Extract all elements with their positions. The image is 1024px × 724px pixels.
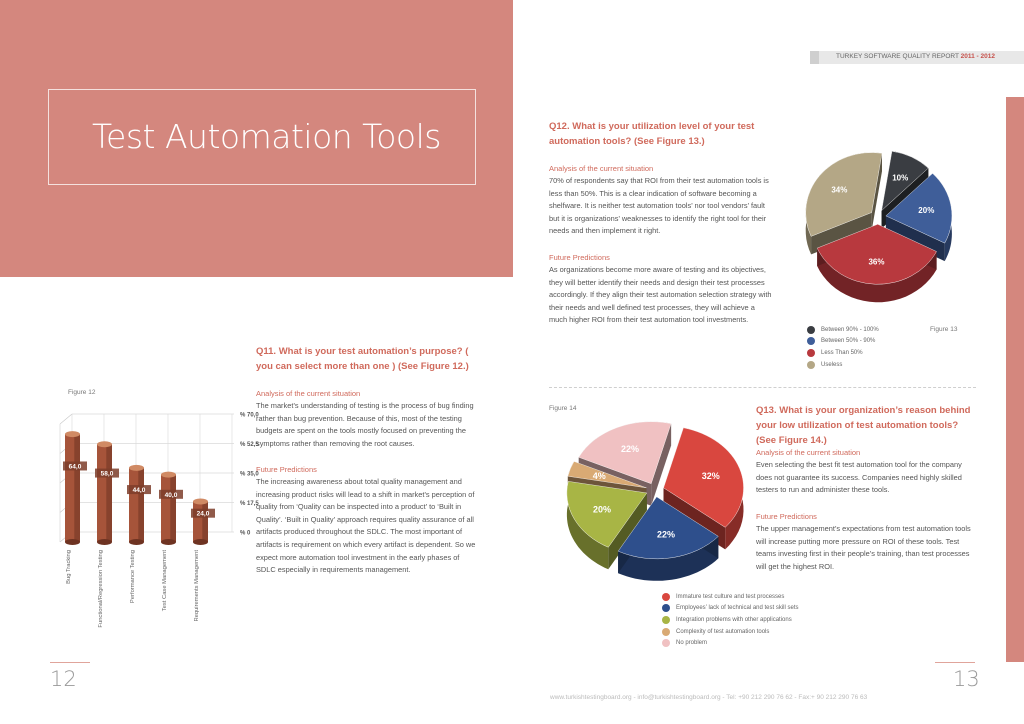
page-rule-right [935,662,975,663]
category-label: Performance Testing [130,550,136,604]
legend-label: Complexity of test automation tools [676,628,770,635]
legend-swatch [662,616,670,624]
pie-chart-figure-14 [545,405,750,595]
bar-shade [202,502,208,542]
report-header-tick [810,51,819,64]
bar-top [65,431,80,437]
legend-item [662,637,799,649]
q13-future-heading: Future Predictions [756,512,817,521]
y-tick-label: % 35,0 [240,471,259,478]
bar-top [161,472,176,478]
category-label: Requirements Management [194,550,200,622]
category-label: Functional/Regression Testing [98,550,104,628]
figure-13-legend [807,324,879,370]
legend-label: Employees’ lack of technical and test skill sets [676,605,799,612]
legend-label: Less Than 50% [821,349,863,356]
bar-shade [138,468,144,542]
legend-swatch [662,593,670,601]
report-header [836,53,995,60]
legend-swatch [662,628,670,636]
q11-future-heading: Future Predictions [256,465,317,474]
category-label: Bug Tracking [66,550,72,584]
q13-analysis-heading: Analysis of the current situation [756,448,861,457]
legend-item [662,614,799,626]
y-tick-label: % 0 [240,530,251,537]
y-tick-label: % 17,5 [240,501,259,507]
page-title: Test Automation Tools [92,117,441,156]
legend-item [807,336,879,348]
pie-slice-label: 4% [592,470,606,481]
pie-slice-label: 20% [592,504,611,515]
bar-base [129,539,144,545]
pie-slice-label: 34% [831,185,848,195]
value-label: 44,0 [132,487,146,495]
legend-label: Useless [821,361,843,368]
bar-shade [170,475,176,542]
pie-slice-label: 20% [918,206,935,216]
q12-future-heading: Future Predictions [549,253,610,262]
legend-label: Between 90% - 100% [821,326,879,333]
page-number-left: 12 [50,667,77,691]
pie-chart-figure-13 [790,135,960,320]
section-divider [549,387,976,388]
q12-title: Q12. What is your utilization level of your test automation tools? (See Figure 13.) [549,121,755,147]
figure-13-label: Figure 13 [930,326,958,333]
pie-slice-label: 36% [868,257,885,267]
value-label: 40,0 [164,491,178,499]
bar-shade [106,444,112,542]
bar-top [193,499,208,505]
bar-chart-figure-12 [0,380,259,630]
legend-swatch [807,337,815,345]
page-number-right: 13 [953,667,980,691]
bar-top [97,441,112,447]
page-rule-left [50,662,90,663]
q11-future-text: The increasing awareness about total quality management and increasing product risks will lead to a shift in market’s perception of quality from ‘Quality can be inspected into a product’ to ‘Built in Quality’. ‘Built in Quality’ approach requires quality assurance of all artifacts produced throughout the SDLC. The most important of artifacts is requirement on which every artifact is dependent. So we expect more automation tool investment in the early phases of SDLC especially in requirements management. [256,477,476,575]
pie-slice-label: 22% [621,443,640,454]
pie-slice-label: 10% [892,173,909,183]
q12-analysis-heading: Analysis of the current situation [549,164,654,173]
legend-item [807,359,879,371]
q11-title: Q11. What is your test automation’s purpose? ( you can select more than one ) (See Figure 12.) [256,346,469,372]
bar-base [161,539,176,545]
legend-item [662,603,799,615]
legend-label: Integration problems with other applications [676,616,792,623]
q13-analysis-text: Even selecting the best fit test automation tool for the company does not guarantee its success. Companies need highly skilled testers to run and administer these tools. [756,460,962,495]
value-label: 64,0 [68,463,82,471]
report-title: TURKEY SOFTWARE QUALITY REPORT [836,53,959,60]
figure-14-legend [662,591,799,649]
legend-item [662,591,799,603]
value-label: 58,0 [100,470,114,478]
legend-item [662,626,799,638]
y-tick-label: % 70,0 [240,412,259,419]
legend-swatch [662,639,670,647]
pie-slice-label: 32% [701,470,720,481]
gridline-depth [60,414,72,424]
bar-base [193,539,208,545]
q13-future-text: The upper management’s expectations from test automation tools will increase putting more pressure on ROI of these tools. Test teams investing first in their people’s training, than test processes will get the highest ROI. [756,524,971,571]
figure-14-label: Figure 14 [549,405,577,412]
legend-item [807,347,879,359]
q11-analysis-heading: Analysis of the current situation [256,389,361,398]
bar-base [65,539,80,545]
bar-base [97,539,112,545]
page-edge-strip [1006,97,1024,662]
legend-swatch [807,349,815,357]
legend-label: Between 50% - 90% [821,338,876,345]
legend-swatch [662,604,670,612]
legend-swatch [807,326,815,334]
q12-analysis-text: 70% of respondents say that ROI from their test automation tools is less than 50%. This is a clear indication of software becoming a shelfware. It is neither test automation tools’ nor tool vendors’ fault but it is organizations’ weaknesses to identify the right tool for their needs and then implement it right. [549,176,769,236]
q12-future-text: As organizations become more aware of testing and its objectives, they will better identify their needs and design their test processes accordingly. If they align their test automation selection strategy with their needs and well defined test processes, they will achieve a much higher ROI from their test automation tool investments. [549,265,772,325]
footer-contact: www.turkishtestingboard.org - info@turkishtestingboard.org - Tel: +90 212 290 76 62 - Fax:+ 90 212 290 76 63 [550,694,868,701]
y-tick-label: % 52,5 [240,442,259,448]
legend-item [807,324,879,336]
legend-label: No problem [676,640,708,647]
bar-top [129,465,144,471]
q11-analysis-text: The market’s understanding of testing is the process of bug finding rather than bug prevention. Because of this, most of the testing budgets are spent on the tools mostly focused on preventing the symptoms rather than removing the root causes. [256,401,474,448]
figure-12-label: Figure 12 [68,389,96,396]
category-label: Test Case Management [162,550,168,612]
value-label: 24,0 [196,510,210,518]
legend-swatch [807,361,815,369]
q13-title: Q13. What is your organization’s reason behind your low utilization of test automation tools? (See Figure 14.) [756,405,971,446]
bar-shade [74,434,80,542]
pie-slice-label: 22% [656,529,675,540]
legend-label: Immature test culture and test processes [676,593,785,600]
report-years: 2011 - 2012 [960,53,995,60]
